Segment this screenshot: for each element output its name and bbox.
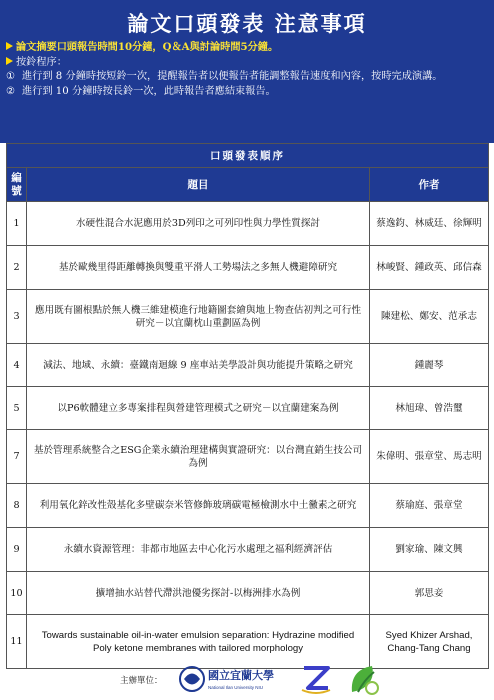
triangle-bullet-icon	[6, 57, 13, 65]
column-header-no: 編號	[7, 168, 27, 202]
step-text: 進行到 8 分鐘時按短鈴一次，提醒報告者以便報告者能調整報告速度和內容，按時完成演講。	[22, 71, 443, 82]
row-author: 林旭瑋、曾浩璽	[370, 387, 489, 430]
footer	[0, 660, 494, 700]
row-author: 陳建松、鄭安、范承志	[370, 290, 489, 344]
row-topic: 應用既有圖根點於無人機三維建模進行地籍圖套繪與地上物查估初判之可行性研究－以宜蘭枕山重劃區為例	[27, 290, 370, 344]
row-number: 11	[7, 615, 27, 669]
row-author: 朱偉明、張章堂、馬志明	[370, 430, 489, 484]
row-author: 蔡瑜庭、張章堂	[370, 484, 489, 528]
note-highlight-text: 論文摘要口頭報告時間10分鐘，Q＆A與討論時間5分鐘。	[16, 41, 279, 53]
host-label: 主辦單位：	[120, 675, 163, 685]
column-header-author: 作者	[370, 168, 489, 202]
table-row	[7, 387, 489, 430]
row-topic: 利用氧化鋅改性殼基化多壁碳奈米管修飾玻璃碳電極檢測水中土黴素之研究	[27, 484, 370, 528]
row-number: 9	[7, 528, 27, 572]
schedule-heading: 口頭發表順序	[7, 144, 489, 168]
procedure-step	[6, 70, 490, 85]
note-procedure-line	[6, 56, 490, 71]
row-topic: 以P6軟體建立多專案排程與營建管理模式之研究－以宜蘭建案為例	[27, 387, 370, 430]
column-header-topic: 題目	[27, 168, 370, 202]
row-topic: 基於歐幾里得距離轉換與雙重平滑人工勢場法之多無人機避障研究	[27, 246, 370, 290]
row-number: 7	[7, 430, 27, 484]
row-number: 8	[7, 484, 27, 528]
row-topic: Towards sustainable oil-in-water emulsion separation: Hydrazine modified Poly ketone membranes with tailored morphology	[27, 615, 370, 669]
row-number: 3	[7, 290, 27, 344]
table-row	[7, 528, 489, 572]
row-author: 鍾麗琴	[370, 344, 489, 387]
table-row	[7, 430, 489, 484]
table-row	[7, 484, 489, 528]
step-text: 進行到 10 分鐘時按長鈴一次，此時報告者應結束報告。	[22, 85, 276, 97]
row-topic: 基於管理系統整合之ESG企業永續治理建構與實證研究：以台灣直銷生技公司為例	[27, 430, 370, 484]
row-author: 劉家瑜、陳文興	[370, 528, 489, 572]
row-topic: 擴增抽水站替代滯洪池優劣探討-以梅洲排水為例	[27, 572, 370, 615]
row-number: 5	[7, 387, 27, 430]
row-number: 4	[7, 344, 27, 387]
schedule-table	[6, 143, 489, 669]
logo-text: 國立宜蘭大學	[208, 669, 274, 682]
table-row	[7, 572, 489, 615]
step-number: ①	[6, 71, 16, 82]
row-author: 林峻賢、鍾政英、邱信森	[370, 246, 489, 290]
row-topic: 永續水資源管理：非都市地區去中心化污水處理之福利經濟評估	[27, 528, 370, 572]
table-row	[7, 344, 489, 387]
procedure-step	[6, 85, 490, 100]
row-author: 郭思妾	[370, 572, 489, 615]
leaf-emblem-logo	[346, 662, 382, 698]
table-row	[7, 246, 489, 290]
step-number: ②	[6, 85, 16, 97]
table-row	[7, 202, 489, 246]
row-number: 1	[7, 202, 27, 246]
row-topic: 減法、地域、永續：臺鐵南迴線 9 座車站美學設計與功能提升策略之研究	[27, 344, 370, 387]
table-row	[7, 290, 489, 344]
notes-block	[6, 40, 490, 99]
z-emblem-logo	[296, 662, 336, 698]
row-number: 10	[7, 572, 27, 615]
row-number: 2	[7, 246, 27, 290]
niu-logo	[178, 664, 290, 694]
row-author: Syed Khizer Arshad, Chang-Tang Chang	[370, 615, 489, 669]
page-title: 論文口頭發表 注意事項	[127, 11, 367, 36]
logo-subtext: National Ilan University NIU	[208, 685, 264, 690]
row-author: 蔡逸鈞、林威廷、徐輝明	[370, 202, 489, 246]
note-highlight-line	[6, 40, 490, 56]
row-topic: 水硬性混合水泥應用於3D列印之可列印性與力學性質探討	[27, 202, 370, 246]
triangle-bullet-icon	[6, 42, 13, 50]
procedure-label: 按鈴程序：	[16, 56, 67, 68]
